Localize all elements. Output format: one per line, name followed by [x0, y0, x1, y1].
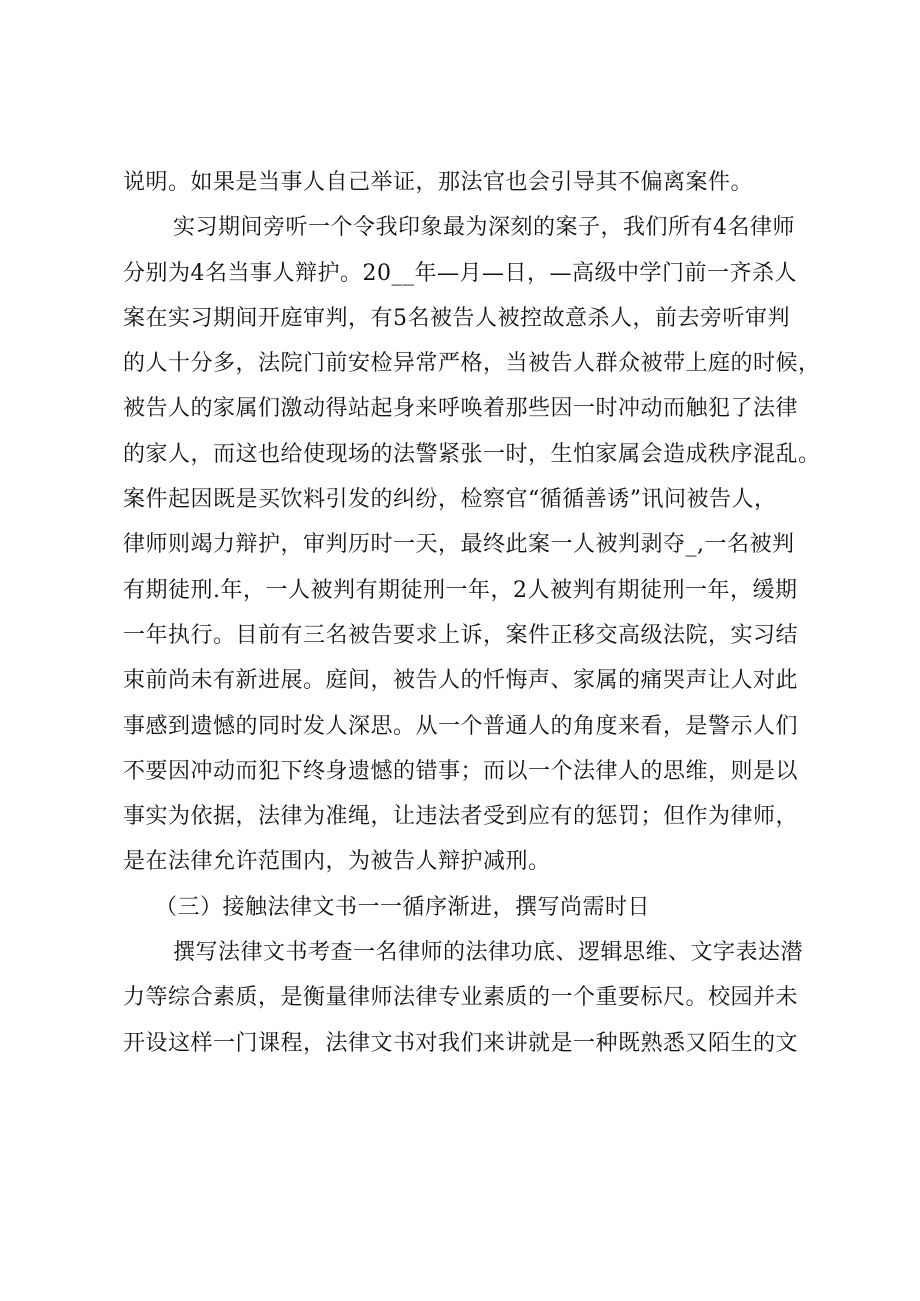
text-line: 力等综合素质，是衡量律师法律专业素质的一个重要标尺。校园并未: [123, 985, 799, 1011]
text-line: 开设这样一门课程，法律文书对我们来讲就是一种既熟悉又陌生的文: [123, 1030, 799, 1056]
text-line: 束前尚未有新进展。庭间，被告人的忏悔声、家属的痛哭声让人对此: [123, 668, 799, 694]
text-line: 不要因冲动而犯下终身遗憾的错事；而以一个法律人的思维，则是以: [123, 758, 799, 784]
paragraph-start-line: 实习期间旁听一个令我印象最为深刻的案子，我们所有4名律师: [173, 215, 795, 241]
text-line: 案在实习期间开庭审判，有5名被告人被控故意杀人，前去旁听审判: [123, 305, 790, 331]
text-line: 事实为依据，法律为准绳，让违法者受到应有的惩罚；但作为律师，: [123, 804, 799, 830]
text-line: 的人十分多，法院门前安检异常严格，当被告人群众被带上庭的时候，: [123, 351, 821, 377]
text-line: 律师则竭力辩护，审判历时一天，最终此案一人被判剥夺_,一名被判: [123, 532, 795, 558]
text-line: 案件起因既是买饮料引发的纠纷，检察官“循循善诱”讯问被告人，: [123, 487, 777, 513]
section-heading: （三）接触法律文书一一循序渐进，撰写尚需时日: [155, 894, 651, 920]
text-line: 分别为4名当事人辩护。20__年—月—日，—高级中学门前一齐杀人: [123, 260, 797, 286]
paragraph-start-line: 撰写法律文书考查一名律师的法律功底、逻辑思维、文字表达潜: [173, 940, 804, 966]
text-line: 事感到遗憾的同时发人深思。从一个普通人的角度来看，是警示人们: [123, 713, 799, 739]
text-line: 说明。如果是当事人自己举证，那法官也会引导其不偏离案件。: [123, 170, 754, 195]
text-line: 的家人，而这也给使现场的法警紧张一时，生怕家属会造成秩序混乱。: [123, 441, 821, 467]
text-line: 一年执行。目前有三名被告要求上诉，案件正移交高级法院，实习结: [123, 622, 799, 648]
text-line: 有期徒刑.年，一人被判有期徒刑一年，2人被判有期徒刑一年，缓期: [123, 577, 798, 603]
document-body: [123, 160, 823, 1066]
text-line: 是在法律允许范围内，为被告人辩护减刑。: [123, 849, 551, 875]
text-line: 被告人的家属们激动得站起身来呼唤着那些因一时冲动而触犯了法律: [123, 396, 799, 422]
